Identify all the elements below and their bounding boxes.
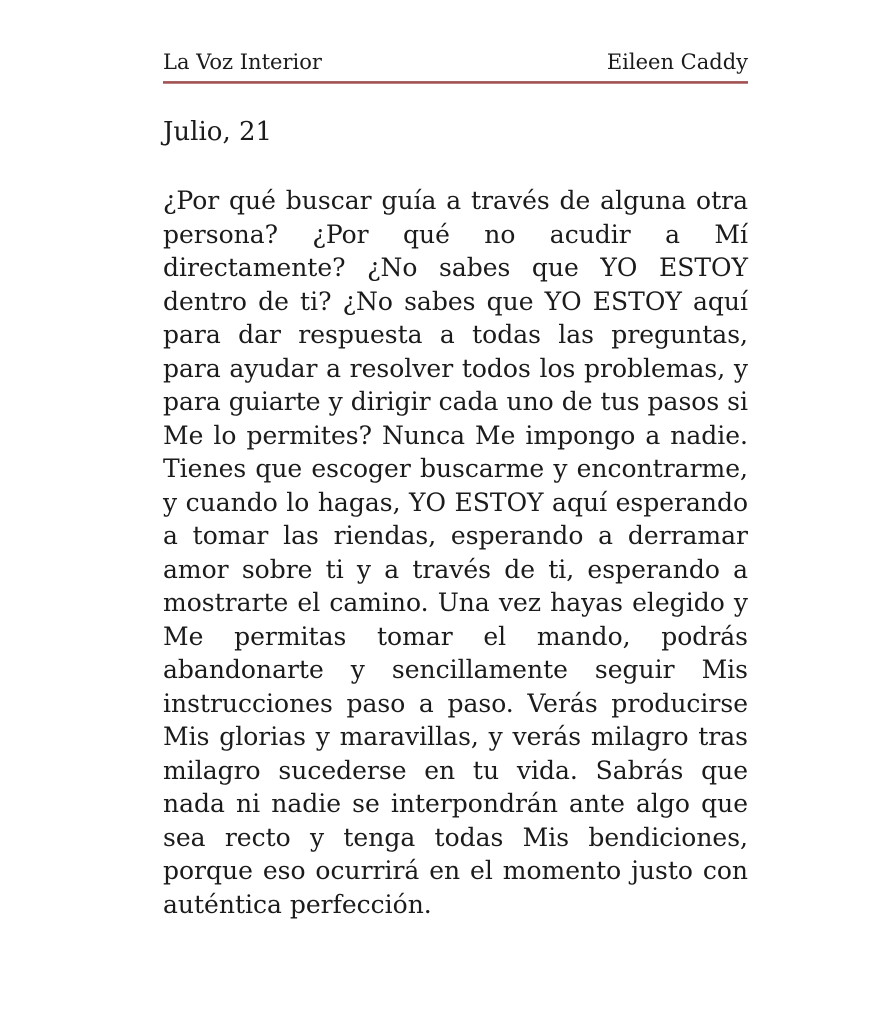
- header-rule-divider: [163, 81, 748, 84]
- date-heading: Julio, 21: [163, 117, 273, 148]
- page-header: [163, 50, 748, 81]
- author-name: Eileen Caddy: [606, 50, 748, 74]
- book-title: La Voz Interior: [163, 50, 322, 74]
- entry-body-text: ¿Por qué buscar guía a través de alguna otra persona? ¿Por qué no acudir a Mí directamente? ¿No sabes que YO ESTOY dentro de ti? ¿No sabes que YO ESTOY aquí para dar respuesta a todas las preguntas, para ayudar a resolver todos los problemas, y para guiarte y dirigir cada uno de tus pasos si Me lo permites? Nunca Me impongo a nadie. Tienes que escoger buscarme y encontrarme, y cuando lo hagas, YO ESTOY aquí esperando a tomar las riendas, esperando a derramar amor sobre ti y a través de ti, esperando a mostrarte el camino. Una vez hayas elegido y Me permitas tomar el mando, podrás abandonarte y sencillamente seguir Mis instrucciones paso a paso. Verás producirse Mis glorias y maravillas, y verás milagro tras milagro sucederse en tu vida. Sabrás que nada ni nadie se interpondrán ante algo que sea recto y tenga todas Mis bendiciones, porque eso ocurrirá en el momento justo con auténtica perfección.: [163, 186, 748, 919]
